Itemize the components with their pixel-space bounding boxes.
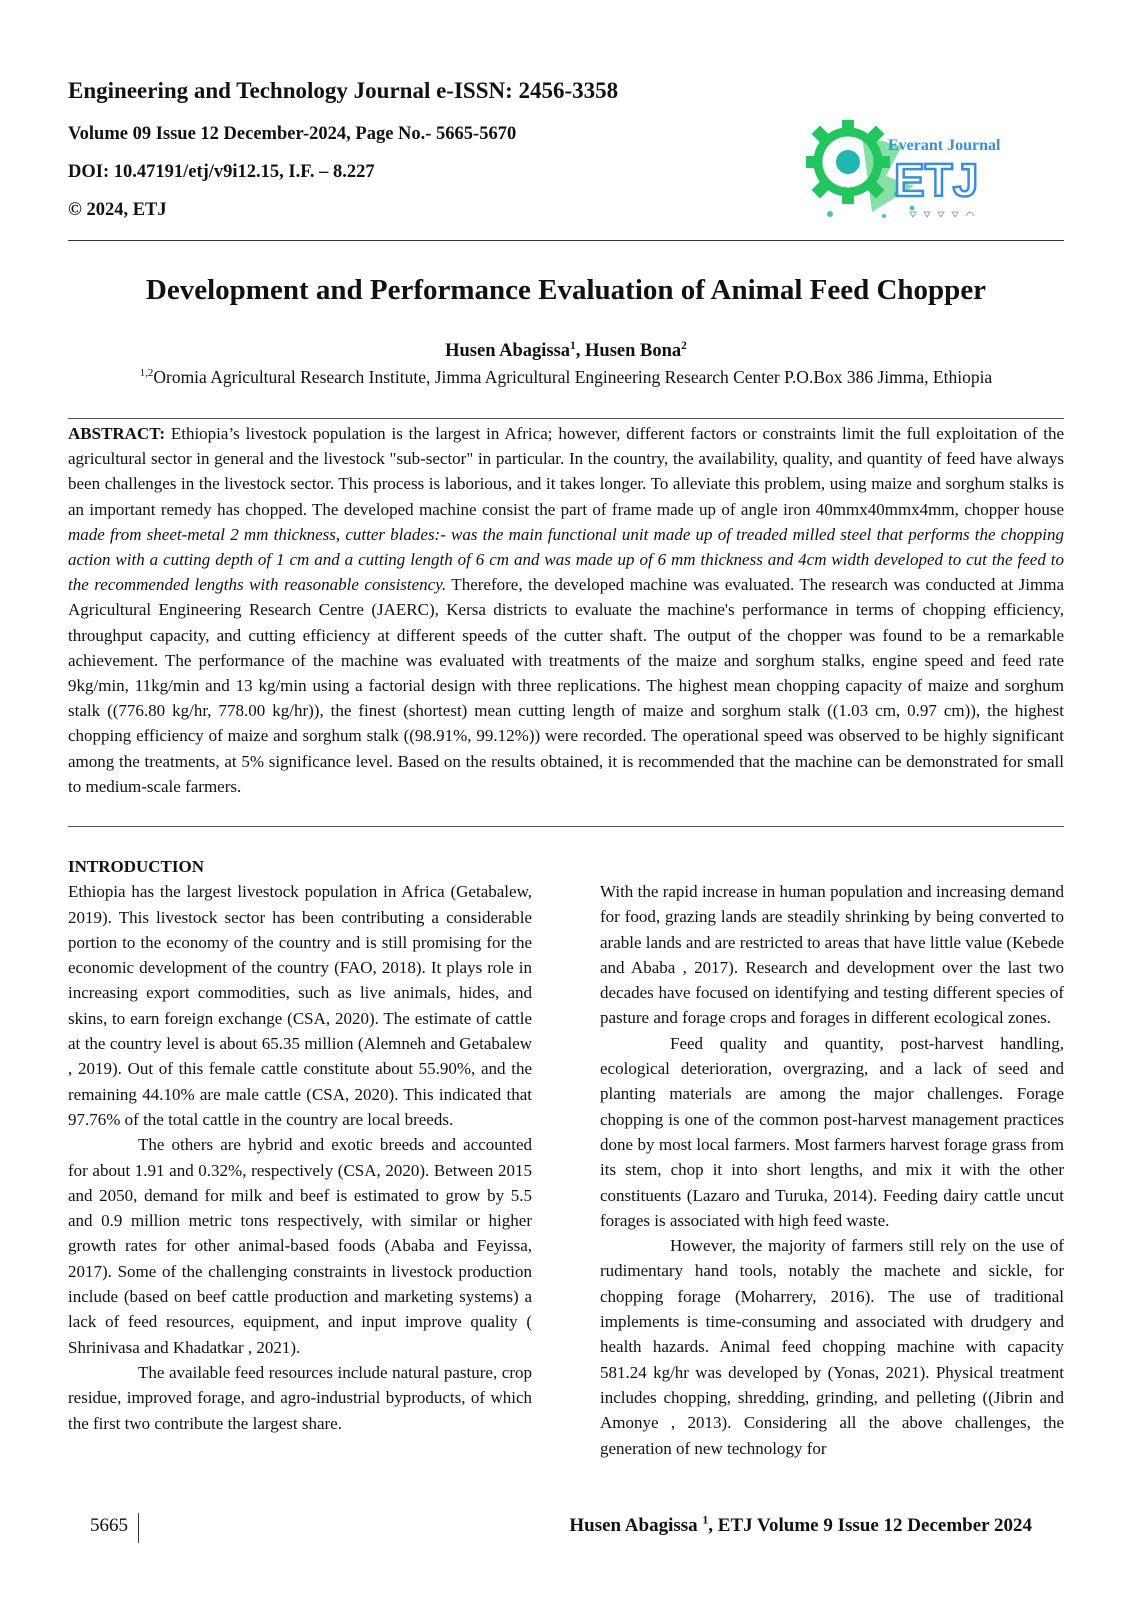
logo-mark: ETJ (894, 154, 979, 206)
author-1-sup: 1 (570, 339, 576, 352)
abstract-text-italic: made from sheet-metal 2 mm thickness, cutter blades:- was the main functional unit made up of treaded milled steel that performs the chopping action with a cutting depth of 1 cm and a cutting length of 6 cm and was made up of 6 mm thickness and 4cm width developed to cut the feed to the recommended lengths with reasonable consistency. (68, 524, 1064, 595)
paragraph: The available feed resources include natural pasture, crop residue, improved forage, and agro-industrial byproducts, of which the first two contribute the largest share. (68, 1362, 532, 1433)
volume-line: Volume 09 Issue 12 December-2024, Page No.- 5665-5670 (68, 124, 517, 144)
affiliation (68, 367, 1064, 388)
paragraph: Ethiopia has the largest livestock population in Africa (Getabalew, 2019). This livestock sector has been contributing a considerable portion to the economy of the country and is still promising for the economic development of the country (FAO, 2018). It plays role in increasing export commodities, such as live animals, hides, and skins, to earn foreign exchange (CSA, 2020). The estimate of cattle at the country level is about 65.35 million (Alemneh and Getabalew , 2019). Out of this female cattle constitute about 55.90%, and the remaining 44.10% are male cattle (CSA, 2020). This indicated that 97.76% of the total cattle in the country are local breeds. (68, 882, 532, 1129)
section-heading-introduction: INTRODUCTION (68, 857, 205, 876)
left-column (68, 854, 532, 1436)
footer-author-sup: 1 (702, 1513, 709, 1527)
author-2: Husen Bona (585, 341, 682, 361)
affiliation-sup: 1,2 (139, 367, 154, 380)
footer-divider (138, 1513, 139, 1543)
author-1: Husen Abagissa (445, 341, 571, 361)
author-2-sup: 2 (681, 339, 687, 352)
abstract-bottom-rule (68, 826, 1064, 827)
abstract-top-rule (68, 418, 1064, 419)
page-footer (68, 1513, 1064, 1543)
footer-journal: , ETJ Volume 9 Issue 12 December 2024 (708, 1515, 1032, 1536)
paragraph: Feed quality and quantity, post-harvest handling, ecological deterioration, overgrazing, and a lack of seed and planting materials are among the major challenges. Forage chopping is one of the common post-harvest management practices done by most local farmers. Most farmers harvest forage grass from its stem, chop it into short lengths, and mix it with the other constituents (Lazaro and Turuka, 2014). Feeding dairy cattle uncut forages is associated with high feed waste. (600, 1033, 1064, 1230)
author-line (68, 341, 1064, 362)
page-number: 5665 (90, 1515, 128, 1536)
affiliation-text: Oromia Agricultural Research Institute, Jimma Agricultural Engineering Research Center P.O.Box 386 Jimma, Ethiopia (153, 367, 993, 387)
paragraph: With the rapid increase in human population and increasing demand for food, grazing lands are steadily shrinking by being converted to arable lands and are restricted to areas that have little value (Kebede and Ababa , 2017). Research and development over the last two decades have focused on identifying and testing different species of pasture and forage crops and forages in different ecological zones. (600, 882, 1064, 1028)
paper-title: Development and Performance Evaluation of Animal Feed Chopper (145, 274, 987, 306)
logo-text: Everant Journal (888, 137, 1001, 154)
journal-logo (802, 116, 1012, 228)
footer-author: Husen Abagissa (569, 1515, 698, 1536)
journal-name: Engineering and Technology Journal e-ISSN: 2456-3358 (68, 78, 619, 103)
header-divider (68, 240, 1064, 241)
copyright-line: © 2024, ETJ (68, 200, 167, 220)
doi-line: DOI: 10.47191/etj/v9i12.15, I.F. – 8.227 (68, 162, 375, 182)
abstract-label: ABSTRACT: (68, 424, 165, 443)
right-column (600, 879, 1064, 1461)
paragraph: However, the majority of farmers still rely on the use of rudimentary hand tools, notably the machete and sickle, for chopping forage (Moharrery, 2016). The use of traditional implements is time-consuming and associated with drudgery and health hazards. Animal feed chopping machine with capacity 581.24 kg/hr was developed by (Yonas, 2021). Physical treatment includes chopping, shredding, grinding, and pelleting ((Jibrin and Amonye , 2013). Considering all the above challenges, the generation of new technology for (600, 1236, 1064, 1458)
footer-citation (569, 1515, 1032, 1537)
abstract (68, 421, 1064, 799)
abstract-text-2: Therefore, the developed machine was evaluated. The research was conducted at Jimma Agricultural Engineering Research Centre (JAERC), Kersa districts to evaluate the machine's performance in terms of chopping efficiency, throughput capacity, and cutting efficiency at different speeds of the cutter shaft. The output of the chopper was found to be a remarkable achievement. The performance of the machine was evaluated with treatments of the maize and sorghum stalks, engine speed and feed rate 9kg/min, 11kg/min and 13 kg/min using a factorial design with three replications. The highest mean chopping capacity of maize and sorghum stalk ((776.80 kg/hr, 778.00 kg/hr)), the finest (shortest) mean cutting length of maize and sorghum stalk ((1.03 cm, 0.97 cm)), the highest chopping efficiency of maize and sorghum stalk ((98.91%, 99.12%)) were recorded. The operational speed was observed to be highly significant among the treatments, at 5% significance level. Based on the results obtained, it is recommended that the machine can be demonstrated for small to medium-scale farmers. (68, 575, 1064, 796)
author-separator: , (575, 341, 586, 361)
paragraph: The others are hybrid and exotic breeds and accounted for about 1.91 and 0.32%, respectively (CSA, 2020). Between 2015 and 2050, demand for milk and beef is estimated to grow by 5.5 and 0.9 million metric tons respectively, with similar or higher growth rates for other animal-based foods (Ababa and Feyissa, 2017). Some of the challenging constraints in livestock production include (based on beef cattle production and marketing systems) a lack of feed resources, equipment, and input improve quality ( Shrinivasa and Khadatkar , 2021). (68, 1135, 532, 1357)
abstract-text-1: Ethiopia’s livestock population is the largest in Africa; however, different factors or constraints limit the full exploitation of the agricultural sector in general and the livestock "sub-sector" in particular. In the country, the availability, quality, and quantity of feed have always been challenges in the livestock sector. This process is laborious, and it takes longer. To alleviate this problem, using maize and sorghum stalks is an important remedy has chopped. The developed machine consist the part of frame made up of angle iron 40mmx40mmx4mm, chopper house (68, 424, 1064, 519)
